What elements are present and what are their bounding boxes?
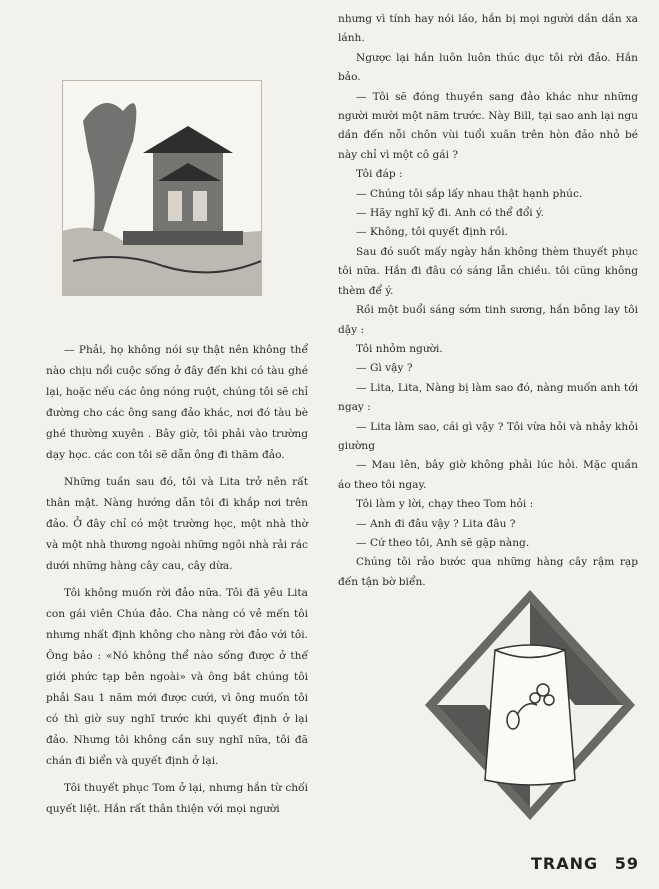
left-column <box>46 340 308 820</box>
paragraph: — Chúng tôi sắp lấy nhau thật hạnh phúc. <box>356 187 583 200</box>
paragraph: — Cứ theo tôi, Anh sẽ gặp nàng. <box>356 536 530 549</box>
paragraph: Tôi làm y lời, chạy theo Tom hỏi : <box>356 498 534 511</box>
footer-label: TRANG <box>531 854 599 873</box>
paragraph: Tôi không muốn rời đảo nữa. Tôi đã yêu Lita con gái viên Chúa đảo. Cha nàng có vẻ mến tôi nhưng nhất định không cho nàng rời đảo với tôi. Ông bảo : «Nó không thể nào sống được ở thế giới phức tạp bên ngoài» và ông bắt chúng tôi phải Sau 1 năm mới được cưới, vì ông muốn tôi có thì giờ suy nghĩ trước khi quyết định ở lại đảo. Nhưng tôi không cần suy nghĩ nữa, tôi đã chán đi biển và quyết định ở lại. <box>46 587 308 767</box>
paragraph: Tôi đáp : <box>356 168 403 181</box>
page-number: 59 <box>614 854 639 873</box>
right-column <box>338 10 638 592</box>
paragraph: Ngược lại hắn luôn luôn thúc dục tôi rời đảo. Hắn bảo. <box>338 51 638 84</box>
paragraph: — Lita làm sao, cái gì vậy ? Tôi vừa hỏi và nhảy khỏi giường <box>338 420 638 452</box>
dress-flower-illustration <box>425 590 635 820</box>
paragraph: Những tuần sau đó, tôi và Lita trở nên rất thân mật. Nàng hướng dẫn tôi đi khắp nơi trên đảo. Ở đây chỉ có một trường học, một nhà thờ và một nhà thương ngoài những ngôi nhà rải rác dưới những hàng cây cau, cây dừa. <box>46 476 308 572</box>
paragraph: Sau đó suốt mấy ngày hắn không thèm thuyết phục tôi nữa. Hắn đi đâu có sáng lẫn chiều. tôi cũng không thèm để ý. <box>338 245 638 297</box>
paragraph: — Phải, họ không nói sự thật nên không thể nào chịu nổi cuộc sống ở đây đến khi có tàu ghé lại, hoặc nếu các ông nóng ruột, chúng tôi sẽ chỉ đường cho các ông sang đảo khác, nơi đó tàu bè ghé thường xuyên . Bây giờ, tôi phải vào trường dạy học. các con tôi sẽ dẫn ông đi thăm đảo. <box>46 344 308 461</box>
paragraph: Rồi một buổi sáng sớm tinh sương, hắn bỗng lay tôi dậy : <box>338 304 638 336</box>
paragraph: Tôi nhỏm người. <box>356 342 443 355</box>
paragraph: — Gì vậy ? <box>356 362 413 375</box>
paragraph: — Hãy nghĩ kỹ đi. Anh có thể đổi ý. <box>356 207 544 220</box>
paragraph: nhưng vì tính hay nói láo, hắn bị mọi người dần dần xa lánh. <box>338 13 638 45</box>
paragraph: Tôi thuyết phục Tom ở lại, nhưng hắn từ chối quyết liệt. Hắn rất thân thiện với mọi người <box>46 782 308 815</box>
paragraph: — Mau lên, bây giờ không phải lúc hỏi. Mặc quần áo theo tôi ngay. <box>338 459 638 491</box>
paragraph: — Không, tôi quyết định rồi. <box>356 226 509 239</box>
paragraph: Chúng tôi rảo bước qua những hàng cây rậm rạp đến tận bờ biển. <box>338 556 638 588</box>
page-footer <box>531 854 639 873</box>
paragraph: — Anh đi đâu vậy ? Lita đâu ? <box>356 517 516 530</box>
pagoda-illustration <box>62 80 262 296</box>
paragraph: — Tôi sẽ đóng thuyền sang đảo khác như những người mười một năm trước. Này Bill, tại sao anh lại ngu dần đến nỗi chôn vùi tuổi xuân trên hòn đảo nhỏ bé này chỉ vì một cô gái ? <box>338 90 638 161</box>
paragraph: — Lita, Lita, Nàng bị làm sao đó, nàng muốn anh tới ngay : <box>338 381 638 414</box>
